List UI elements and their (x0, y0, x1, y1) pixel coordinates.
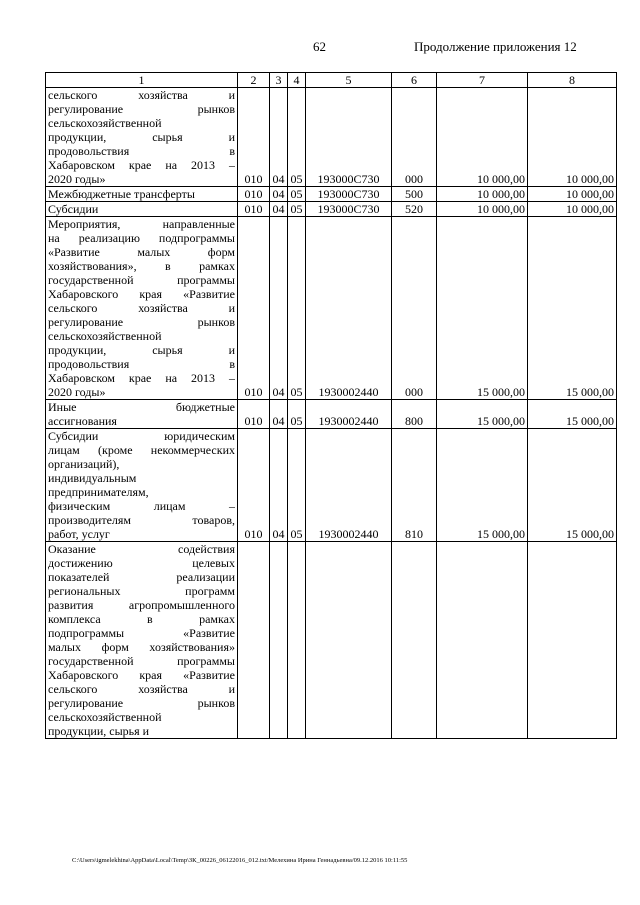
appendix-caption: Продолжение приложения 12 (414, 39, 577, 54)
description-line: Хабаровского края «Развитие (48, 287, 235, 301)
description-line: комплекса в рамках (48, 612, 235, 626)
column-header-4: 4 (288, 73, 306, 88)
description-line: регулирование рынков (48, 102, 235, 116)
description-line: Хабаровском крае на 2013 – (48, 158, 235, 172)
cell-amount-approved: 15 000,00 (437, 217, 528, 400)
cell-admin-code: 010 (238, 187, 270, 202)
cell-expense-type: 520 (392, 202, 437, 217)
row-description (46, 429, 238, 542)
cell-amount-approved: 15 000,00 (437, 429, 528, 542)
description-line: индивидуальным (48, 471, 137, 485)
cell-amount-approved: 15 000,00 (437, 400, 528, 429)
cell-expense-type: 810 (392, 429, 437, 542)
column-header-1: 1 (46, 73, 238, 88)
cell-admin-code: 010 (238, 202, 270, 217)
column-header-5: 5 (306, 73, 392, 88)
row-description (46, 187, 238, 202)
description-line: физическим лицам – (48, 499, 235, 513)
cell-section: 04 (270, 88, 288, 187)
cell-section: 04 (270, 400, 288, 429)
description-line: Субсидии юридическим (48, 429, 235, 443)
cell-subsection: 05 (288, 429, 306, 542)
cell-target-article: 193000C730 (306, 187, 392, 202)
description-line: Мероприятия, направленные (48, 217, 235, 231)
description-line: государственной программы (48, 273, 235, 287)
cell-amount-total: 10 000,00 (528, 88, 617, 187)
budget-table (45, 72, 617, 739)
cell-subsection: 05 (288, 217, 306, 400)
cell-target-article: 1930002440 (306, 429, 392, 542)
cell-amount-approved (437, 542, 528, 739)
table-row (46, 400, 617, 429)
description-line: регулирование рынков (48, 696, 235, 710)
description-line: Хабаровского края «Развитие (48, 668, 235, 682)
description-line: государственной программы (48, 654, 235, 668)
description-line: показателей реализации (48, 570, 235, 584)
cell-expense-type: 800 (392, 400, 437, 429)
table-row (46, 429, 617, 542)
description-line: производителям товаров, (48, 513, 235, 527)
cell-amount-total: 10 000,00 (528, 202, 617, 217)
cell-admin-code (238, 542, 270, 739)
table-row (46, 217, 617, 400)
table-row (46, 88, 617, 187)
cell-amount-approved: 10 000,00 (437, 202, 528, 217)
cell-amount-approved: 10 000,00 (437, 187, 528, 202)
description-line: сельскохозяйственной (48, 710, 162, 724)
page-number: 62 (313, 39, 326, 54)
description-line: сельского хозяйства и (48, 88, 235, 102)
column-header-6: 6 (392, 73, 437, 88)
cell-target-article (306, 542, 392, 739)
description-line: хозяйствования», в рамках (48, 259, 235, 273)
cell-section: 04 (270, 202, 288, 217)
cell-amount-total: 15 000,00 (528, 217, 617, 400)
description-line: регулирование рынков (48, 315, 235, 329)
row-description (46, 542, 238, 739)
cell-amount-total: 15 000,00 (528, 400, 617, 429)
description-line: «Развитие малых форм (48, 245, 235, 259)
cell-section: 04 (270, 187, 288, 202)
description-line: Межбюджетные трансферты (48, 187, 195, 201)
table-row (46, 187, 617, 202)
description-line: сельского хозяйства и (48, 682, 235, 696)
description-line: региональных программ (48, 584, 235, 598)
cell-admin-code: 010 (238, 429, 270, 542)
cell-amount-total: 10 000,00 (528, 187, 617, 202)
description-line: организаций), (48, 457, 120, 471)
description-line: 2020 годы» (48, 385, 106, 399)
description-line: предпринимателям, (48, 485, 149, 499)
table-body (46, 73, 617, 739)
cell-admin-code: 010 (238, 88, 270, 187)
description-line: продукции, сырья и (48, 724, 150, 738)
cell-expense-type (392, 542, 437, 739)
description-line: Субсидии (48, 202, 99, 216)
cell-target-article: 1930002440 (306, 217, 392, 400)
description-line: сельского хозяйства и (48, 301, 235, 315)
cell-subsection: 05 (288, 202, 306, 217)
cell-subsection: 05 (288, 187, 306, 202)
column-header-8: 8 (528, 73, 617, 88)
cell-target-article: 193000C730 (306, 202, 392, 217)
description-line: продукции, сырья и (48, 343, 235, 357)
row-description (46, 202, 238, 217)
cell-subsection (288, 542, 306, 739)
description-line: Хабаровском крае на 2013 – (48, 371, 235, 385)
cell-target-article: 1930002440 (306, 400, 392, 429)
description-line: развития агропромышленного (48, 598, 235, 612)
cell-section: 04 (270, 429, 288, 542)
column-header-3: 3 (270, 73, 288, 88)
description-line: Иные бюджетные (48, 400, 235, 414)
cell-amount-total: 15 000,00 (528, 429, 617, 542)
description-line: сельскохозяйственной (48, 116, 162, 130)
description-line: сельскохозяйственной (48, 329, 162, 343)
cell-section: 04 (270, 217, 288, 400)
description-line: работ, услуг (48, 527, 110, 541)
description-line: лицам (кроме некоммерческих (48, 443, 235, 457)
cell-subsection: 05 (288, 88, 306, 187)
table-row (46, 202, 617, 217)
cell-expense-type: 000 (392, 88, 437, 187)
description-line: 2020 годы» (48, 172, 106, 186)
description-line: продовольствия в (48, 144, 235, 158)
table-row (46, 542, 617, 739)
cell-expense-type: 000 (392, 217, 437, 400)
cell-amount-total (528, 542, 617, 739)
cell-target-article: 193000C730 (306, 88, 392, 187)
description-line: ассигнования (48, 414, 117, 428)
table-header-row (46, 73, 617, 88)
description-line: на реализацию подпрограммы (48, 231, 235, 245)
row-description (46, 217, 238, 400)
description-line: продовольствия в (48, 357, 235, 371)
description-line: подпрограммы «Развитие (48, 626, 235, 640)
cell-admin-code: 010 (238, 217, 270, 400)
cell-admin-code: 010 (238, 400, 270, 429)
description-line: Оказание содействия (48, 542, 235, 556)
description-line: малых форм хозяйствования» (48, 640, 235, 654)
cell-subsection: 05 (288, 400, 306, 429)
description-line: продукции, сырья и (48, 130, 235, 144)
column-header-7: 7 (437, 73, 528, 88)
footer-file-path: C:\Users\igmelekhina\AppData\Local\Temp\ЗК_00226_06122016_012.txt/Мелехина Ирина Геннадьевна/09.12.2016 10:11:55 (72, 857, 408, 864)
cell-section (270, 542, 288, 739)
cell-amount-approved: 10 000,00 (437, 88, 528, 187)
column-header-2: 2 (238, 73, 270, 88)
cell-expense-type: 500 (392, 187, 437, 202)
row-description (46, 400, 238, 429)
description-line: достижению целевых (48, 556, 235, 570)
row-description (46, 88, 238, 187)
